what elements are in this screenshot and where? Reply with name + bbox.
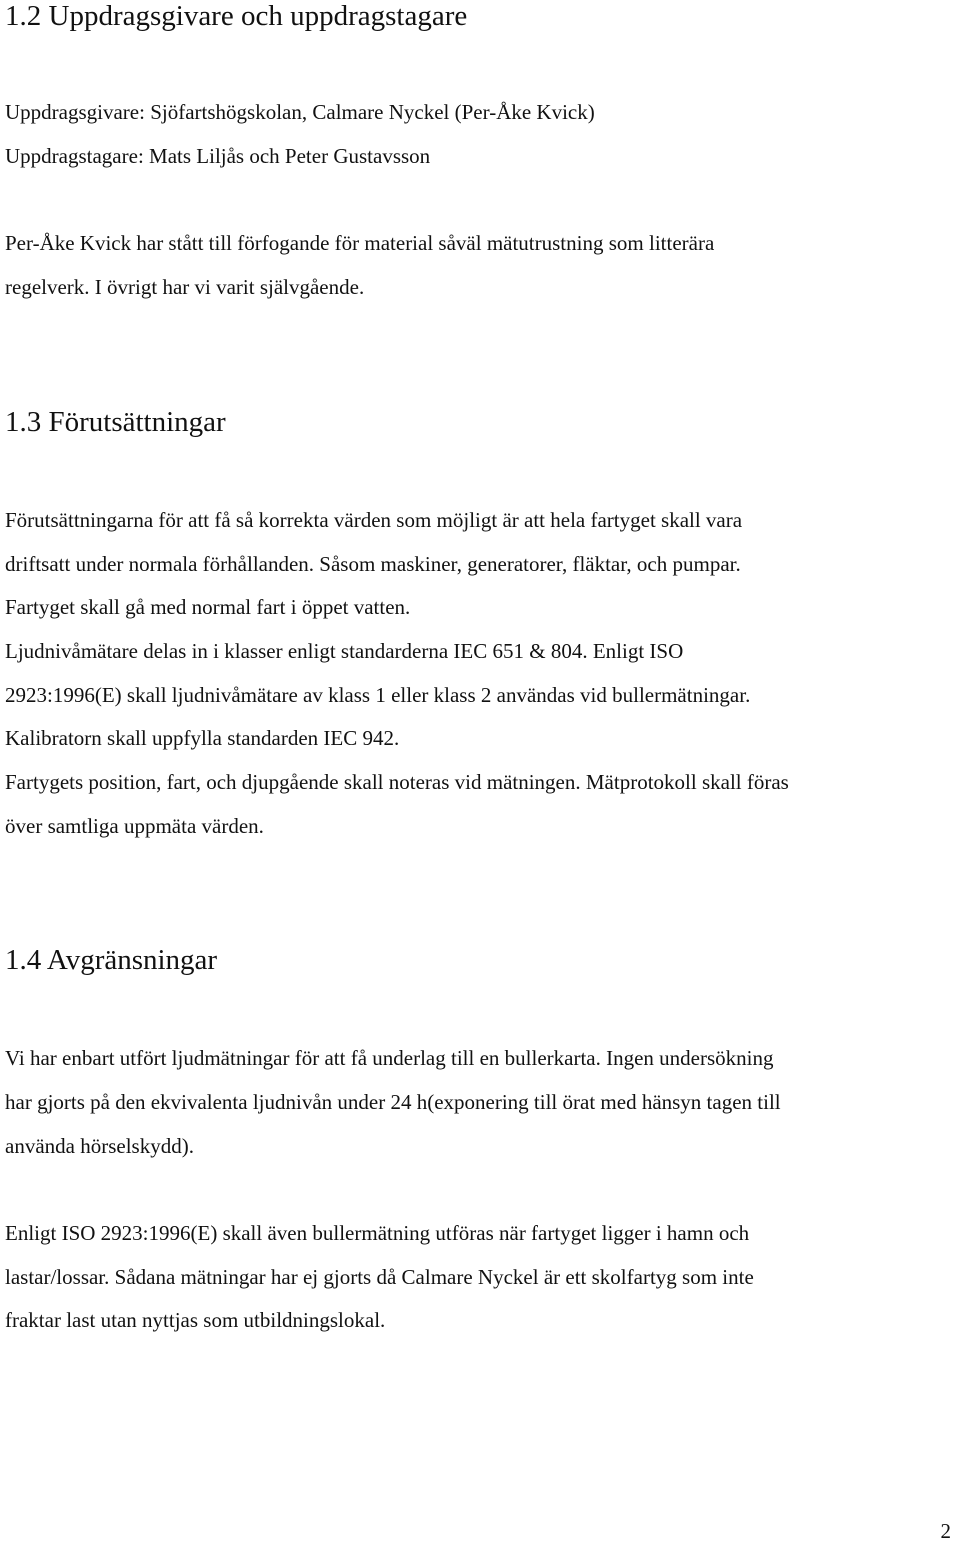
section-1-4-heading: 1.4 Avgränsningar bbox=[5, 944, 218, 976]
page-number: 2 bbox=[940, 1519, 951, 1543]
section-1-2-heading: 1.2 Uppdragsgivare och uppdragstagare bbox=[5, 0, 468, 32]
paragraph-line: lastar/lossar. Sådana mätningar har ej gjorts då Calmare Nyckel är ett skolfartyg som inte bbox=[5, 1265, 754, 1289]
paragraph-line: regelverk. I övrigt har vi varit självgående. bbox=[5, 275, 365, 299]
paragraph-line: Fartyget skall gå med normal fart i öppet vatten. bbox=[5, 595, 411, 619]
paragraph-line: Enligt ISO 2923:1996(E) skall även bullermätning utföras när fartyget ligger i hamn och bbox=[5, 1221, 750, 1245]
paragraph-line: Fartygets position, fart, och djupgående skall noteras vid mätningen. Mätprotokoll skall föras bbox=[5, 770, 789, 794]
paragraph-line: Kalibratorn skall uppfylla standarden IEC 942. bbox=[5, 726, 400, 750]
paragraph-line: har gjorts på den ekvivalenta ljudnivån under 24 h(exponering till örat med hänsyn tagen till bbox=[5, 1090, 781, 1114]
section-1-3-heading: 1.3 Förutsättningar bbox=[5, 406, 226, 438]
client-line: Uppdragsgivare: Sjöfartshögskolan, Calmare Nyckel (Per-Åke Kvick) bbox=[5, 100, 595, 124]
paragraph-line: använda hörselskydd). bbox=[5, 1134, 194, 1158]
paragraph-line: 2923:1996(E) skall ljudnivåmätare av klass 1 eller klass 2 användas vid bullermätningar. bbox=[5, 683, 751, 707]
paragraph-line: fraktar last utan nyttjas som utbildningslokal. bbox=[5, 1308, 386, 1332]
contractor-line: Uppdragstagare: Mats Liljås och Peter Gustavsson bbox=[5, 144, 431, 168]
paragraph-line: över samtliga uppmäta värden. bbox=[5, 814, 264, 838]
paragraph-line: Per-Åke Kvick har stått till förfogande för material såväl mätutrustning som litterära bbox=[5, 231, 715, 255]
paragraph-line: Ljudnivåmätare delas in i klasser enligt standarderna IEC 651 & 804. Enligt ISO bbox=[5, 639, 684, 663]
paragraph-line: Förutsättningarna för att få så korrekta värden som möjligt är att hela fartyget skall vara bbox=[5, 508, 743, 532]
paragraph-line: Vi har enbart utfört ljudmätningar för att få underlag till en bullerkarta. Ingen undersökning bbox=[5, 1046, 774, 1070]
paragraph-line: driftsatt under normala förhållanden. Såsom maskiner, generatorer, fläktar, och pumpar. bbox=[5, 552, 741, 576]
